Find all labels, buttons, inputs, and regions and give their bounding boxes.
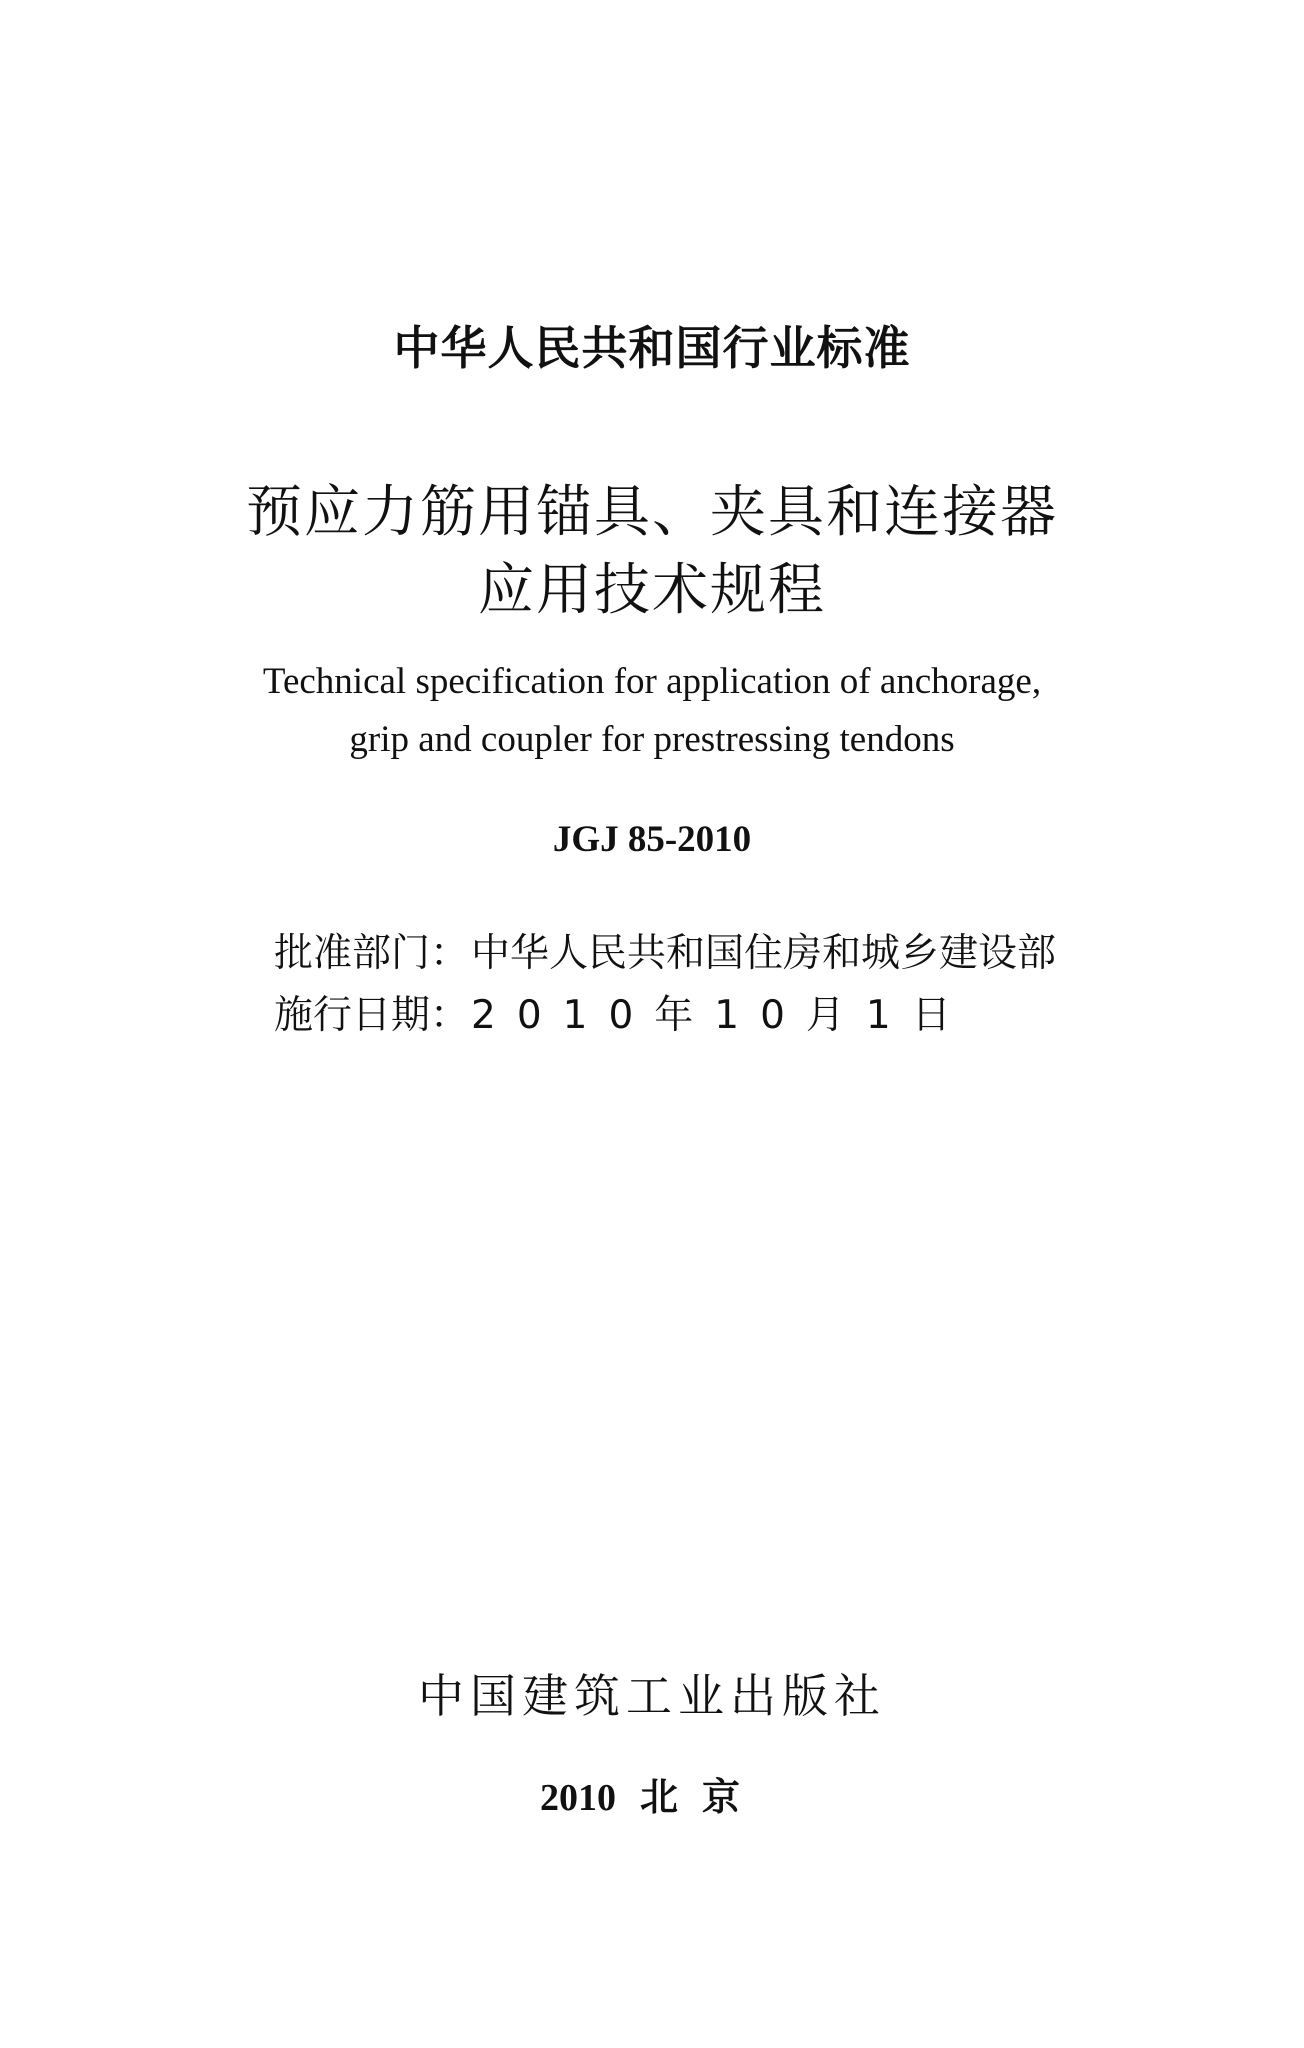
imprint-year: 2010 <box>539 1777 616 1819</box>
imprint-city: 北京 <box>639 1777 764 1819</box>
effective-label: 施行日期： <box>274 993 470 1038</box>
approval-department <box>274 922 1056 978</box>
publisher-name: 中国建筑工业出版社 <box>418 1669 886 1723</box>
effective-date <box>274 984 972 1040</box>
imprint <box>0 1766 1304 1821</box>
title-chinese-line-2: 应用技术规程 <box>478 558 826 623</box>
approval-label: 批准部门： <box>274 931 470 976</box>
title-english-line-2: grip and coupler for prestressing tendons <box>349 719 955 760</box>
standard-code: JGJ 85-2010 <box>552 819 752 860</box>
approval-value: 中华人民共和国住房和城乡建设部 <box>471 931 1057 976</box>
title-chinese-line-1: 预应力筋用锚具、夹具和连接器 <box>246 480 1058 545</box>
standard-type-header: 中华人民共和国行业标准 <box>393 321 911 375</box>
effective-value: 2010年10月1日 <box>471 993 972 1038</box>
title-english-line-1: Technical specification for application of anchorage, <box>262 661 1042 702</box>
